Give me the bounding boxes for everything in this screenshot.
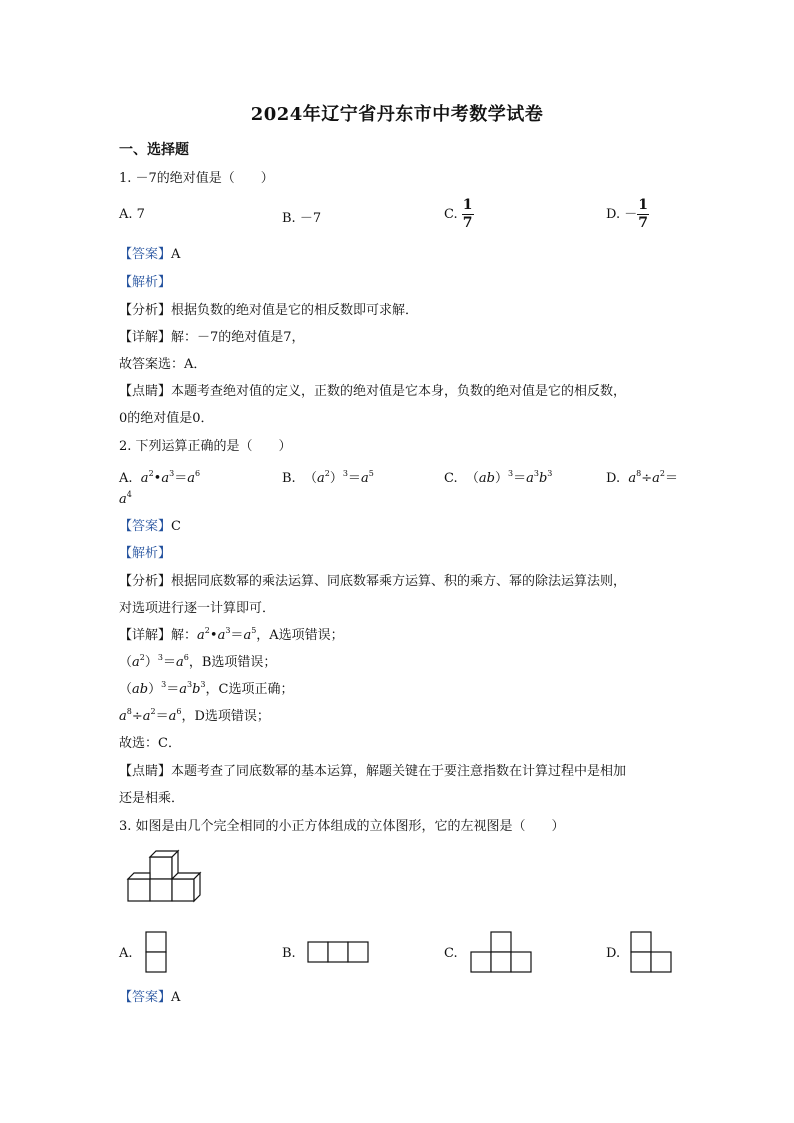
q2-comment: 【点睛】本题考查了同底数幂的基本运算，解题关键在于要注意指数在计算过程中是相加 [119, 764, 627, 779]
q2-option-b: B. $(a^2)^3=a^5$ [282, 469, 374, 486]
q2-detail-b: $(a^2)^3=a^6$，B选项错误； [119, 653, 277, 670]
fraction-denominator: 7 [462, 215, 473, 231]
q1-option-d [606, 197, 649, 232]
q1-option-c-label: C. [444, 207, 458, 222]
q1-option-c-fraction [462, 197, 474, 232]
q2-comment-cont: 还是相乘． [119, 791, 185, 806]
q1-option-c [444, 197, 474, 232]
q1-analysis: 【分析】根据负数的绝对值是它的相反数即可求解． [119, 303, 419, 318]
q1-stem: 1. －7的绝对值是（ ） [119, 171, 274, 186]
q2-jiexi-heading: 【解析】 [119, 546, 172, 561]
q3-option-c-figure [470, 931, 534, 975]
fraction-numerator: 1 [462, 197, 473, 213]
q1-option-a: A. 7 [119, 207, 145, 222]
q3-option-d-label: D. [606, 946, 621, 961]
q2-option-a: A. $a^2•a^3=a^6$ [119, 469, 201, 486]
q1-jiexi-heading: 【解析】 [119, 275, 172, 290]
q2-stem: 2. 下列运算正确的是（ ） [119, 439, 292, 454]
q1-detail: 【详解】解：－7的绝对值是7， [119, 330, 305, 345]
q1-comment: 【点睛】本题考查绝对值的定义，正数的绝对值是它本身，负数的绝对值是它的相反数， [119, 384, 627, 399]
fraction-denominator: 7 [638, 215, 648, 231]
q3-stem: 3. 如图是由几个完全相同的小正方体组成的立体图形，它的左视图是（ ） [119, 819, 565, 834]
q1-option-d-label: D. [606, 207, 621, 222]
q2-option-d: D. $a^8\div a^2=$ [606, 469, 678, 486]
q2-conclusion: 故选：C． [119, 736, 181, 751]
q2-analysis-cont: 对选项进行逐一计算即可． [119, 601, 276, 616]
q2-option-d-cont: $a^4$ [119, 490, 132, 507]
section-heading: 一、选择题 [119, 142, 189, 158]
q1-option-d-fraction [637, 197, 649, 232]
q3-option-b-figure [307, 941, 371, 965]
q3-option-a-figure [145, 931, 169, 973]
q1-conclusion: 故答案选：A． [119, 357, 207, 372]
page-title: 2024年辽宁省丹东市中考数学试卷 [250, 104, 544, 125]
q1-answer: 【答案】A [119, 247, 181, 262]
q2-detail: 【详解】解：$a^2•a^3=a^5$，A选项错误； [119, 626, 344, 643]
cube-solid-figure [120, 845, 210, 910]
q2-option-c: C. $(ab)^3=a^3b^3$ [444, 469, 553, 486]
q2-detail-c: $(ab)^3=a^3b^3$，C选项正确； [119, 680, 294, 697]
q1-comment-cont: 0的绝对值是0． [119, 411, 214, 426]
q2-analysis: 【分析】根据同底数幂的乘法运算、同底数幂乘方运算、积的乘方、幂的除法运算法则， [119, 574, 627, 589]
q2-answer: 【答案】C [119, 519, 181, 534]
q3-option-c-label: C. [444, 946, 458, 961]
q1-option-b: B. －7 [282, 211, 322, 226]
q3-answer: 【答案】A [119, 990, 181, 1005]
fraction-numerator: 1 [638, 197, 648, 213]
q3-option-a-label: A. [119, 946, 133, 961]
q1-option-d-sign: － [624, 207, 638, 222]
q3-option-d-figure [630, 931, 674, 975]
q2-detail-d: $a^8\div a^2=a^6$，D选项错误； [119, 707, 270, 724]
q3-option-b-label: B. [282, 946, 296, 961]
